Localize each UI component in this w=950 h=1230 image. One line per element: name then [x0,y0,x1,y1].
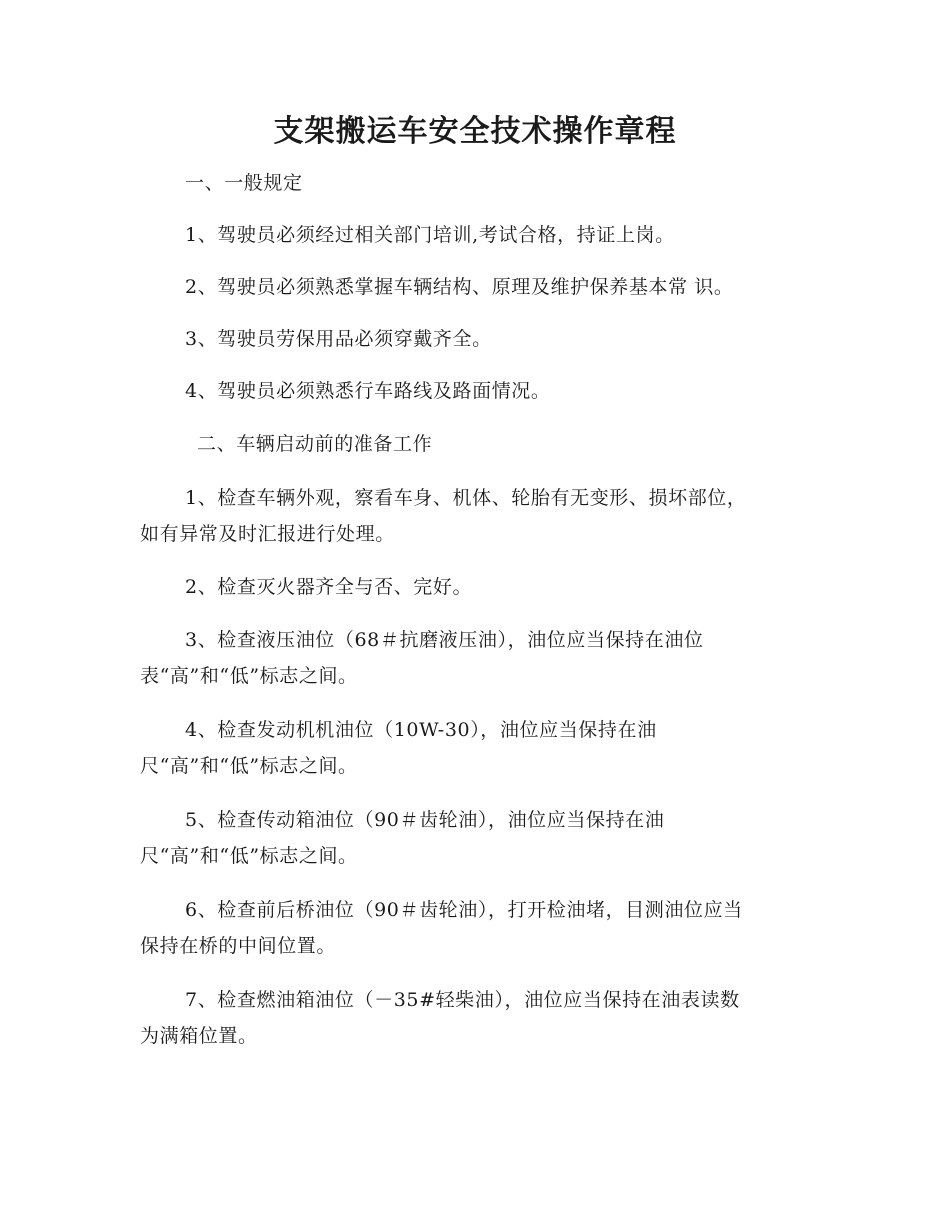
paragraph-line: 6、检查前后桥油位（90＃齿轮油），打开检油堵，目测油位应当 [185,899,743,921]
paragraph-line: 5、检查传动箱油位（90＃齿轮油），油位应当保持在油 [185,809,665,831]
paragraph-line: 表“高”和“低”标志之间。 [140,665,358,687]
paragraph-line: 1、检查车辆外观，察看车身、机体、轮胎有无变形、损坏部位， [185,487,747,509]
section-heading-preparation: 二、车辆启动前的准备工作 [197,433,433,455]
section-heading-general: 一、一般规定 [185,172,303,194]
paragraph-line: 尺“高”和“低”标志之间。 [140,845,358,867]
paragraph-line: 3、驾驶员劳保用品必须穿戴齐全。 [185,328,492,350]
paragraph-line: 4、检查发动机机油位（10W-30），油位应当保持在油 [185,719,657,741]
paragraph-line: 1、驾驶员必须经过相关部门培训,考试合格，持证上岗。 [185,224,675,246]
paragraph-line: 2、驾驶员必须熟悉掌握车辆结构、原理及维护保养基本常 识。 [185,276,734,298]
paragraph-line: 如有异常及时汇报进行处理。 [140,523,395,545]
paragraph-line: 尺“高”和“低”标志之间。 [140,755,358,777]
paragraph-line: 为满箱位置。 [140,1025,258,1047]
paragraph-line: 3、检查液压油位（68＃抗磨液压油），油位应当保持在油位 [185,629,704,651]
paragraph-line: 4、驾驶员必须熟悉行车路线及路面情况。 [185,380,551,402]
paragraph-line: 保持在桥的中间位置。 [140,935,337,957]
document-title: 支架搬运车安全技术操作章程 [273,114,677,149]
paragraph-line: 7、检查燃油箱油位（－35#轻柴油），油位应当保持在油表读数 [185,989,740,1011]
paragraph-line: 2、检查灭火器齐全与否、完好。 [185,576,473,598]
